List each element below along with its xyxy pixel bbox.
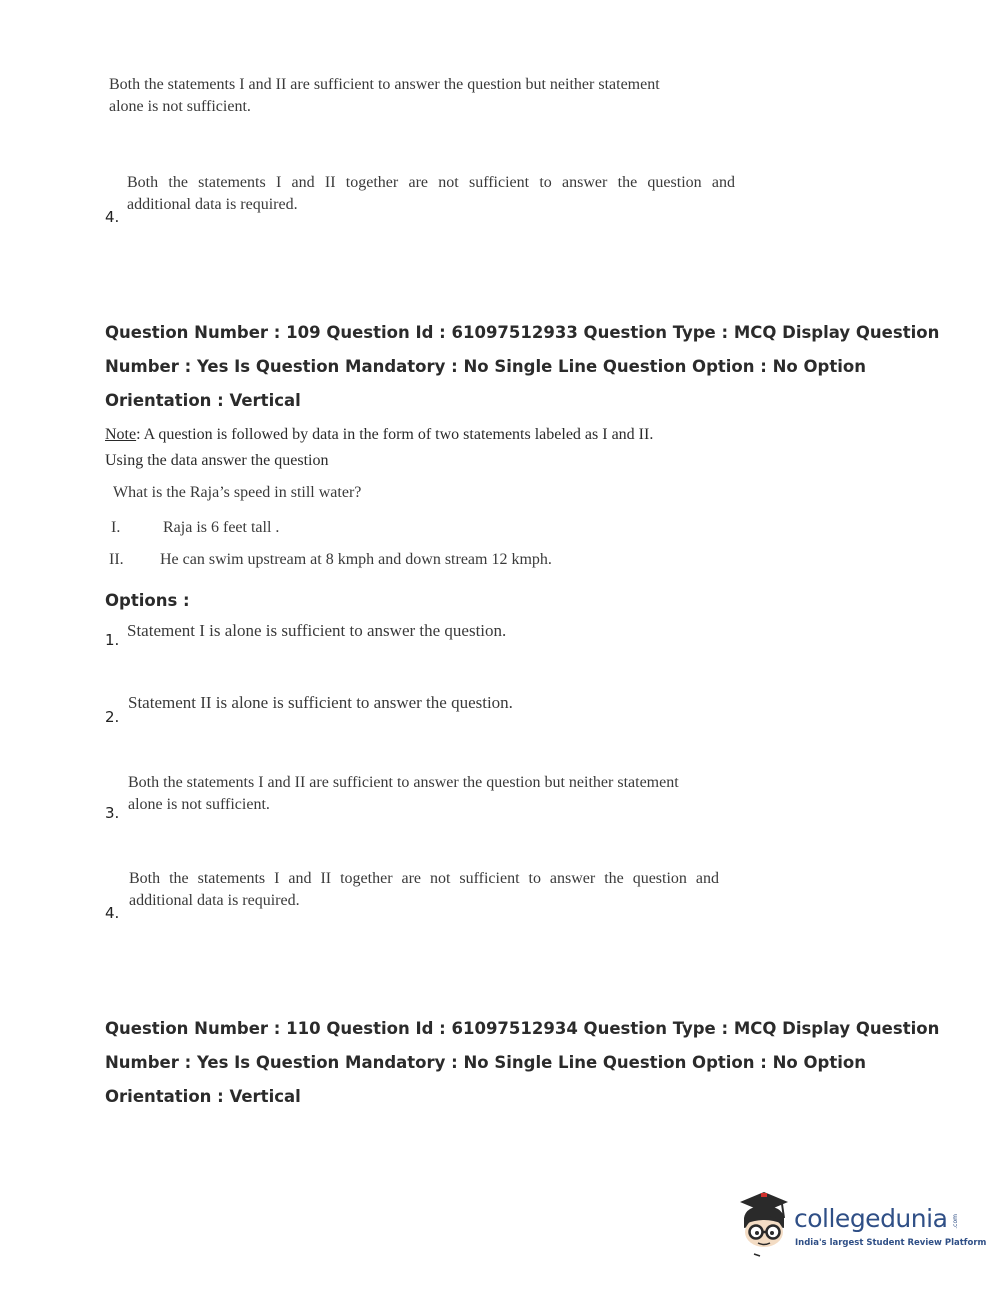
q109-question: What is the Raja’s speed in still water? [113,484,362,501]
q110-meta-line3: Orientation : Vertical [105,1087,301,1106]
q109-option1-text: Statement I is alone is sufficient to answer the question. [127,621,507,640]
q110-meta-line2: Number : Yes Is Question Mandatory : No Single Line Question Option : No Option [105,1053,866,1072]
prev-option3-line2: alone is not sufficient. [109,98,251,115]
q109-option3-line1: Both the statements I and II are sufficient to answer the question but neither statement [128,774,679,791]
q109-note-label: Note [105,426,137,443]
q109-statement2-text: He can swim upstream at 8 kmph and down stream 12 kmph. [160,551,552,568]
q109-option1-number: 1. [105,631,120,649]
collegedunia-logo [734,1188,987,1258]
q109-option2-text: Statement II is alone is sufficient to answer the question. [128,693,513,712]
prev-option4-number: 4. [105,208,120,226]
q109-statement1-text: Raja is 6 feet tall . [163,519,280,536]
q109-meta-line2: Number : Yes Is Question Mandatory : No Single Line Question Option : No Option [105,357,866,376]
q110-meta-line1: Question Number : 110 Question Id : 61097512934 Question Type : MCQ Display Question [105,1019,940,1038]
prev-option4-line2: additional data is required. [127,196,298,213]
q109-meta-line1: Question Number : 109 Question Id : 61097512933 Question Type : MCQ Display Question [105,323,940,342]
logo-tagline: India's largest Student Review Platform [795,1238,987,1248]
mascot-icon [734,1188,794,1258]
logo-brand: collegedunia [794,1204,948,1233]
q109-note [105,424,653,472]
logo-dotcom: .com [952,1214,959,1229]
q109-option3-line2: alone is not sufficient. [128,796,270,813]
q109-note-line2: Using the data answer the question [105,452,329,469]
q109-options-label: Options : [105,591,190,610]
q109-option3-text [128,772,679,816]
prev-option3 [109,74,660,118]
prev-option3-line1: Both the statements I and II are sufficient to answer the question but neither statement [109,76,660,93]
q109-option4-line2: additional data is required. [129,892,300,909]
q109-meta-line3: Orientation : Vertical [105,391,301,410]
q109-option3-number: 3. [105,804,120,822]
q109-option4-text [129,868,719,912]
prev-option4-line1: Both the statements I and II together are not sufficient to answer the question and [127,174,735,191]
q109-note-text: : A question is followed by data in the form of two statements labeled as I and II. [136,426,654,443]
prev-option4 [127,172,735,216]
q109-option4-number: 4. [105,904,120,922]
q109-note-line1 [105,424,653,446]
q109-option2-number: 2. [105,708,120,726]
q109-option4-line1: Both the statements I and II together are not sufficient to answer the question and [129,870,719,887]
q109-statement2-number: II. [109,551,124,568]
q109-statement1-number: I. [111,519,121,536]
